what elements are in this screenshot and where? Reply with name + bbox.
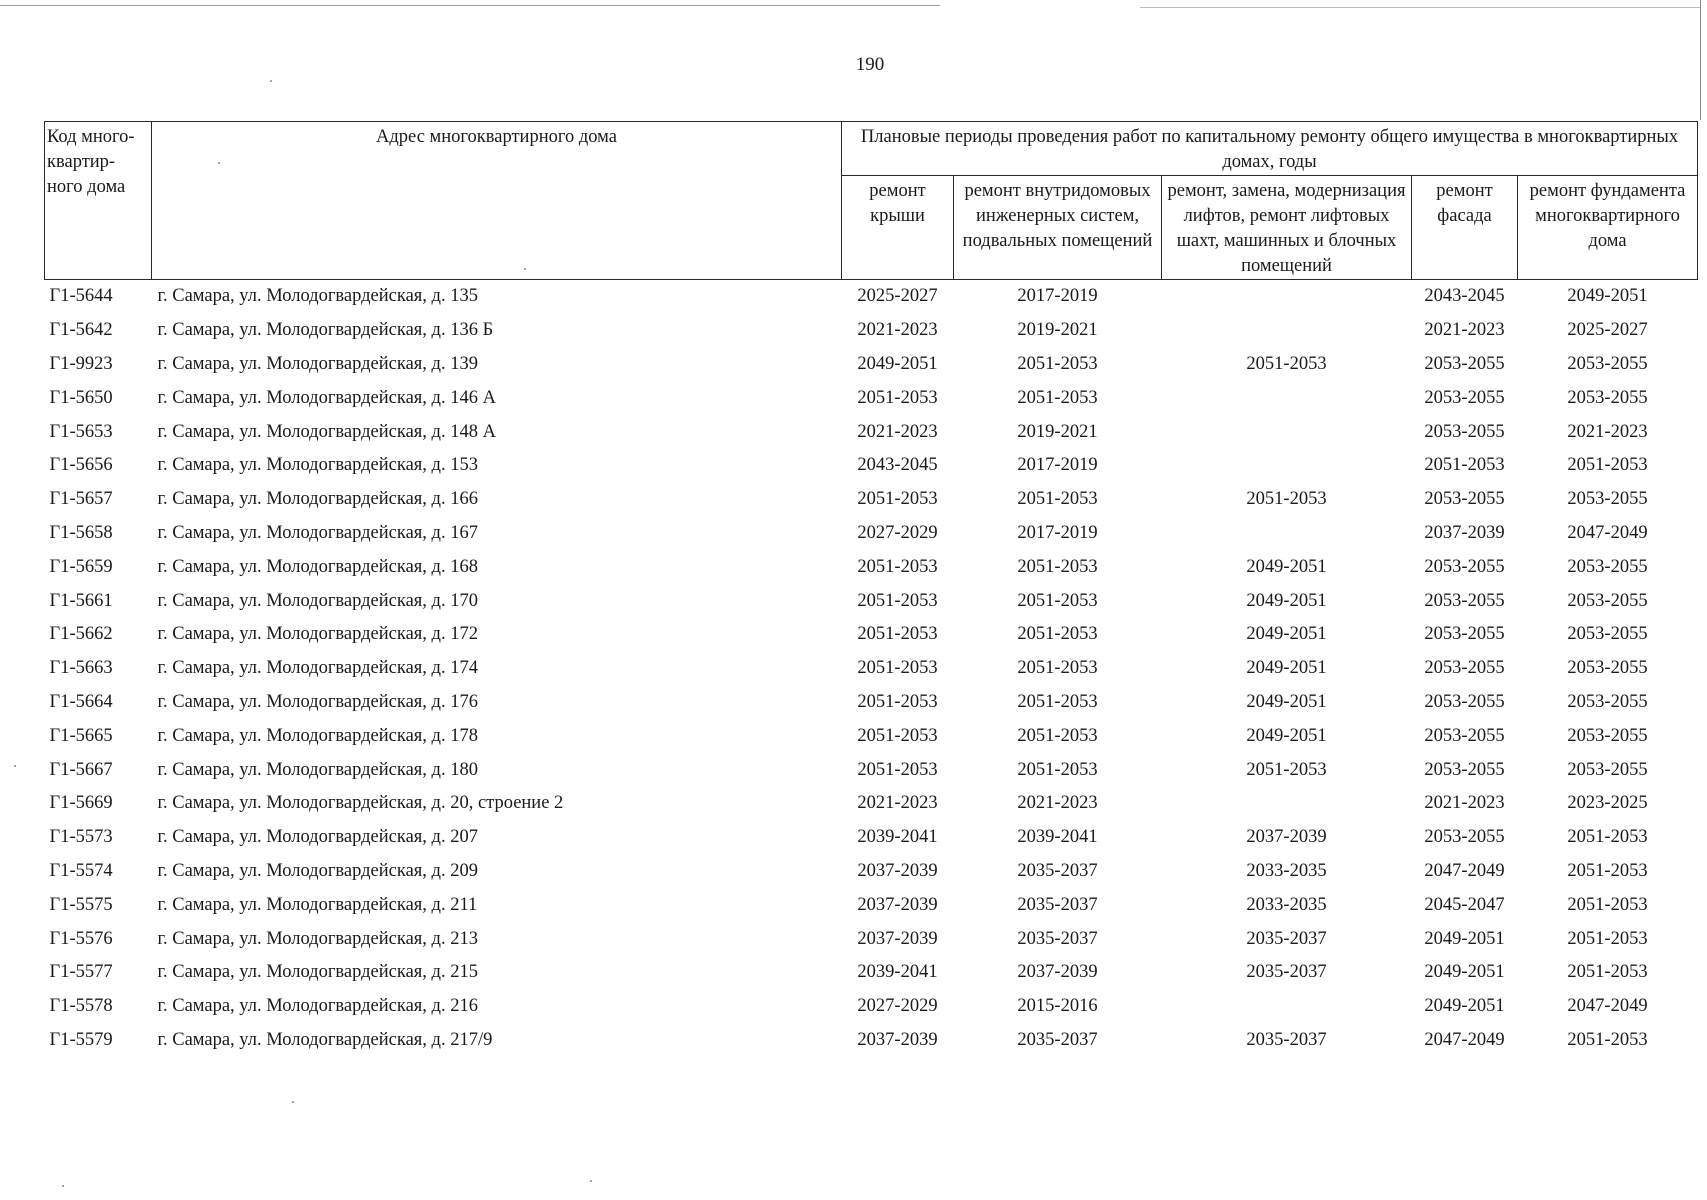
cell-address: г. Самара, ул. Молодогвардейская, д. 216 bbox=[157, 996, 478, 1017]
cell-code: Г1-9923 bbox=[49, 353, 113, 374]
cell-code: Г1-5656 bbox=[49, 455, 113, 476]
cell-foundation: 2021-2023 bbox=[1567, 421, 1648, 442]
table-row bbox=[45, 922, 1698, 956]
cell-foundation: 2051-2053 bbox=[1567, 1029, 1648, 1050]
table-row bbox=[45, 381, 1698, 415]
table-row bbox=[45, 280, 1698, 314]
cell-roof: 2027-2029 bbox=[857, 522, 938, 543]
cell-lifts: 2033-2035 bbox=[1246, 894, 1327, 915]
table-header bbox=[45, 122, 1698, 280]
cell-foundation: 2053-2055 bbox=[1567, 658, 1648, 679]
cell-address: г. Самара, ул. Молодогвардейская, д. 217/9 bbox=[157, 1029, 493, 1050]
cell-foundation: 2023-2025 bbox=[1567, 793, 1648, 814]
scan-speck bbox=[270, 80, 272, 82]
scan-speck bbox=[14, 765, 16, 767]
cell-engineering: 2051-2053 bbox=[1017, 691, 1098, 712]
cell-lifts bbox=[1162, 415, 1412, 449]
cell-facade: 2053-2055 bbox=[1424, 556, 1505, 577]
cell-foundation: 2053-2055 bbox=[1567, 624, 1648, 645]
cell-address: г. Самара, ул. Молодогвардейская, д. 153 bbox=[157, 455, 478, 476]
cell-code: Г1-5658 bbox=[49, 522, 113, 543]
cell-code: Г1-5664 bbox=[49, 691, 113, 712]
cell-facade: 2051-2053 bbox=[1424, 455, 1505, 476]
header-periods: Плановые периоды проведения работ по капитальному ремонту общего имущества в многоквартирных домах, годы bbox=[842, 122, 1698, 176]
scan-edge-top bbox=[0, 5, 940, 6]
scan-speck bbox=[292, 1101, 294, 1103]
cell-roof: 2027-2029 bbox=[857, 996, 938, 1017]
cell-engineering: 2051-2053 bbox=[1017, 725, 1098, 746]
cell-facade: 2053-2055 bbox=[1424, 827, 1505, 848]
cell-lifts: 2033-2035 bbox=[1246, 860, 1327, 881]
header-address: Адрес многоквартирного дома bbox=[152, 122, 842, 280]
header-engineering: ремонт внутридомовых инженерных систем, подвальных помещений bbox=[954, 176, 1162, 280]
cell-address: г. Самара, ул. Молодогвардейская, д. 172 bbox=[157, 624, 478, 645]
cell-engineering: 2051-2053 bbox=[1017, 658, 1098, 679]
cell-roof: 2021-2023 bbox=[857, 320, 938, 341]
cell-address: г. Самара, ул. Молодогвардейская, д. 211 bbox=[157, 894, 478, 915]
cell-facade: 2053-2055 bbox=[1424, 691, 1505, 712]
cell-roof: 2051-2053 bbox=[857, 725, 938, 746]
cell-foundation: 2053-2055 bbox=[1567, 725, 1648, 746]
table-row bbox=[45, 618, 1698, 652]
cell-engineering: 2019-2021 bbox=[1017, 320, 1098, 341]
cell-foundation: 2053-2055 bbox=[1567, 387, 1648, 408]
cell-address: г. Самара, ул. Молодогвардейская, д. 215 bbox=[157, 962, 478, 983]
cell-roof: 2021-2023 bbox=[857, 421, 938, 442]
cell-facade: 2053-2055 bbox=[1424, 353, 1505, 374]
cell-code: Г1-5577 bbox=[49, 962, 113, 983]
cell-engineering: 2051-2053 bbox=[1017, 556, 1098, 577]
table-row bbox=[45, 415, 1698, 449]
cell-engineering: 2037-2039 bbox=[1017, 962, 1098, 983]
cell-foundation: 2053-2055 bbox=[1567, 590, 1648, 611]
cell-engineering: 2051-2053 bbox=[1017, 759, 1098, 780]
cell-lifts bbox=[1162, 517, 1412, 551]
cell-code: Г1-5657 bbox=[49, 489, 113, 510]
cell-lifts: 2035-2037 bbox=[1246, 962, 1327, 983]
cell-code: Г1-5575 bbox=[49, 894, 113, 915]
cell-lifts: 2049-2051 bbox=[1246, 725, 1327, 746]
cell-lifts: 2035-2037 bbox=[1246, 1029, 1327, 1050]
cell-facade: 2049-2051 bbox=[1424, 996, 1505, 1017]
cell-code: Г1-5653 bbox=[49, 421, 113, 442]
cell-address: г. Самара, ул. Молодогвардейская, д. 213 bbox=[157, 928, 478, 949]
cell-code: Г1-5576 bbox=[49, 928, 113, 949]
cell-engineering: 2019-2021 bbox=[1017, 421, 1098, 442]
scan-speck bbox=[62, 1185, 64, 1187]
cell-engineering: 2035-2037 bbox=[1017, 1029, 1098, 1050]
cell-foundation: 2025-2027 bbox=[1567, 320, 1648, 341]
cell-lifts bbox=[1162, 314, 1412, 348]
cell-facade: 2049-2051 bbox=[1424, 962, 1505, 983]
cell-roof: 2051-2053 bbox=[857, 387, 938, 408]
cell-foundation: 2051-2053 bbox=[1567, 827, 1648, 848]
cell-roof: 2051-2053 bbox=[857, 691, 938, 712]
cell-foundation: 2053-2055 bbox=[1567, 556, 1648, 577]
cell-roof: 2021-2023 bbox=[857, 793, 938, 814]
cell-lifts bbox=[1162, 381, 1412, 415]
cell-facade: 2053-2055 bbox=[1424, 658, 1505, 679]
cell-engineering: 2051-2053 bbox=[1017, 489, 1098, 510]
cell-engineering: 2051-2053 bbox=[1017, 590, 1098, 611]
cell-foundation: 2051-2053 bbox=[1567, 455, 1648, 476]
cell-engineering: 2017-2019 bbox=[1017, 455, 1098, 476]
cell-code: Г1-5662 bbox=[49, 624, 113, 645]
cell-engineering: 2017-2019 bbox=[1017, 286, 1098, 307]
table-row bbox=[45, 719, 1698, 753]
cell-roof: 2039-2041 bbox=[857, 827, 938, 848]
cell-roof: 2037-2039 bbox=[857, 860, 938, 881]
cell-facade: 2037-2039 bbox=[1424, 522, 1505, 543]
cell-facade: 2043-2045 bbox=[1424, 286, 1505, 307]
cell-code: Г1-5650 bbox=[49, 387, 113, 408]
cell-lifts bbox=[1162, 449, 1412, 483]
cell-engineering: 2051-2053 bbox=[1017, 387, 1098, 408]
table-row bbox=[45, 348, 1698, 382]
cell-address: г. Самара, ул. Молодогвардейская, д. 176 bbox=[157, 691, 478, 712]
scan-speck bbox=[218, 162, 220, 164]
header-code: Код много-квартир-ного дома bbox=[45, 122, 152, 280]
header-lifts: ремонт, замена, модернизация лифтов, ремонт лифтовых шахт, машинных и блочных помещений bbox=[1162, 176, 1412, 280]
cell-roof: 2037-2039 bbox=[857, 894, 938, 915]
cell-roof: 2049-2051 bbox=[857, 353, 938, 374]
cell-foundation: 2047-2049 bbox=[1567, 522, 1648, 543]
cell-lifts: 2051-2053 bbox=[1246, 353, 1327, 374]
cell-address: г. Самара, ул. Молодогвардейская, д. 166 bbox=[157, 489, 478, 510]
cell-facade: 2021-2023 bbox=[1424, 793, 1505, 814]
cell-facade: 2047-2049 bbox=[1424, 860, 1505, 881]
table-row bbox=[45, 517, 1698, 551]
cell-address: г. Самара, ул. Молодогвардейская, д. 168 bbox=[157, 556, 478, 577]
cell-lifts: 2051-2053 bbox=[1246, 759, 1327, 780]
cell-lifts: 2051-2053 bbox=[1246, 489, 1327, 510]
cell-code: Г1-5579 bbox=[49, 1029, 113, 1050]
cell-lifts: 2049-2051 bbox=[1246, 590, 1327, 611]
cell-engineering: 2051-2053 bbox=[1017, 624, 1098, 645]
page-number: 190 bbox=[855, 54, 885, 75]
table-row bbox=[45, 483, 1698, 517]
cell-lifts: 2049-2051 bbox=[1246, 556, 1327, 577]
cell-lifts: 2037-2039 bbox=[1246, 827, 1327, 848]
cell-address: г. Самара, ул. Молодогвардейская, д. 139 bbox=[157, 353, 478, 374]
table-row bbox=[45, 1024, 1698, 1058]
cell-facade: 2053-2055 bbox=[1424, 421, 1505, 442]
cell-facade: 2049-2051 bbox=[1424, 928, 1505, 949]
scan-speck bbox=[590, 1180, 592, 1182]
cell-roof: 2051-2053 bbox=[857, 556, 938, 577]
cell-foundation: 2053-2055 bbox=[1567, 691, 1648, 712]
cell-facade: 2053-2055 bbox=[1424, 725, 1505, 746]
cell-address: г. Самара, ул. Молодогвардейская, д. 178 bbox=[157, 725, 478, 746]
cell-foundation: 2051-2053 bbox=[1567, 962, 1648, 983]
cell-code: Г1-5578 bbox=[49, 996, 113, 1017]
cell-foundation: 2047-2049 bbox=[1567, 996, 1648, 1017]
cell-lifts bbox=[1162, 280, 1412, 314]
cell-address: г. Самара, ул. Молодогвардейская, д. 180 bbox=[157, 759, 478, 780]
cell-code: Г1-5661 bbox=[49, 590, 113, 611]
cell-address: г. Самара, ул. Молодогвардейская, д. 167 bbox=[157, 522, 478, 543]
table-row bbox=[45, 686, 1698, 720]
cell-lifts: 2049-2051 bbox=[1246, 691, 1327, 712]
cell-address: г. Самара, ул. Молодогвардейская, д. 146 А bbox=[157, 387, 496, 408]
cell-engineering: 2035-2037 bbox=[1017, 860, 1098, 881]
cell-code: Г1-5667 bbox=[49, 759, 113, 780]
cell-code: Г1-5574 bbox=[49, 860, 113, 881]
cell-engineering: 2015-2016 bbox=[1017, 996, 1098, 1017]
cell-foundation: 2051-2053 bbox=[1567, 928, 1648, 949]
cell-engineering: 2035-2037 bbox=[1017, 894, 1098, 915]
cell-roof: 2051-2053 bbox=[857, 658, 938, 679]
cell-code: Г1-5642 bbox=[49, 320, 113, 341]
cell-roof: 2051-2053 bbox=[857, 489, 938, 510]
cell-facade: 2021-2023 bbox=[1424, 320, 1505, 341]
cell-lifts bbox=[1162, 990, 1412, 1024]
cell-roof: 2051-2053 bbox=[857, 759, 938, 780]
cell-address: г. Самара, ул. Молодогвардейская, д. 207 bbox=[157, 827, 478, 848]
table-row bbox=[45, 990, 1698, 1024]
table-row bbox=[45, 584, 1698, 618]
cell-roof: 2051-2053 bbox=[857, 590, 938, 611]
cell-address: г. Самара, ул. Молодогвардейская, д. 135 bbox=[157, 286, 478, 307]
cell-facade: 2053-2055 bbox=[1424, 387, 1505, 408]
table-row bbox=[45, 449, 1698, 483]
cell-code: Г1-5663 bbox=[49, 658, 113, 679]
repair-schedule-table bbox=[44, 121, 1698, 1057]
table-row bbox=[45, 787, 1698, 821]
cell-facade: 2053-2055 bbox=[1424, 489, 1505, 510]
cell-facade: 2053-2055 bbox=[1424, 590, 1505, 611]
cell-engineering: 2021-2023 bbox=[1017, 793, 1098, 814]
cell-code: Г1-5665 bbox=[49, 725, 113, 746]
cell-code: Г1-5644 bbox=[49, 286, 113, 307]
header-roof: ремонт крыши bbox=[842, 176, 954, 280]
cell-address: г. Самара, ул. Молодогвардейская, д. 174 bbox=[157, 658, 478, 679]
cell-address: г. Самара, ул. Молодогвардейская, д. 209 bbox=[157, 860, 478, 881]
cell-facade: 2045-2047 bbox=[1424, 894, 1505, 915]
table-body bbox=[45, 280, 1698, 1058]
table-row bbox=[45, 753, 1698, 787]
scan-edge-top-right bbox=[1140, 7, 1700, 8]
cell-address: г. Самара, ул. Молодогвардейская, д. 136 Б bbox=[157, 320, 494, 341]
table-row bbox=[45, 888, 1698, 922]
cell-roof: 2037-2039 bbox=[857, 928, 938, 949]
cell-address: г. Самара, ул. Молодогвардейская, д. 20, строение 2 bbox=[157, 793, 564, 814]
cell-code: Г1-5659 bbox=[49, 556, 113, 577]
cell-roof: 2043-2045 bbox=[857, 455, 938, 476]
cell-foundation: 2049-2051 bbox=[1567, 286, 1648, 307]
cell-roof: 2051-2053 bbox=[857, 624, 938, 645]
table-row bbox=[45, 956, 1698, 990]
cell-engineering: 2051-2053 bbox=[1017, 353, 1098, 374]
cell-address: г. Самара, ул. Молодогвардейская, д. 148 А bbox=[157, 421, 496, 442]
cell-lifts: 2035-2037 bbox=[1246, 928, 1327, 949]
cell-foundation: 2053-2055 bbox=[1567, 353, 1648, 374]
cell-foundation: 2053-2055 bbox=[1567, 759, 1648, 780]
cell-lifts: 2049-2051 bbox=[1246, 658, 1327, 679]
cell-foundation: 2051-2053 bbox=[1567, 894, 1648, 915]
header-facade: ремонт фасада bbox=[1412, 176, 1518, 280]
cell-facade: 2053-2055 bbox=[1424, 624, 1505, 645]
table-row bbox=[45, 314, 1698, 348]
cell-lifts bbox=[1162, 787, 1412, 821]
cell-code: Г1-5573 bbox=[49, 827, 113, 848]
scan-speck bbox=[524, 268, 526, 270]
cell-roof: 2039-2041 bbox=[857, 962, 938, 983]
cell-facade: 2047-2049 bbox=[1424, 1029, 1505, 1050]
table-row bbox=[45, 821, 1698, 855]
cell-engineering: 2017-2019 bbox=[1017, 522, 1098, 543]
table-row bbox=[45, 855, 1698, 889]
header-foundation: ремонт фундамента многоквартирного дома bbox=[1518, 176, 1698, 280]
cell-code: Г1-5669 bbox=[49, 793, 113, 814]
table-row bbox=[45, 550, 1698, 584]
cell-lifts: 2049-2051 bbox=[1246, 624, 1327, 645]
cell-foundation: 2053-2055 bbox=[1567, 489, 1648, 510]
cell-address: г. Самара, ул. Молодогвардейская, д. 170 bbox=[157, 590, 478, 611]
cell-engineering: 2039-2041 bbox=[1017, 827, 1098, 848]
cell-roof: 2025-2027 bbox=[857, 286, 938, 307]
cell-foundation: 2051-2053 bbox=[1567, 860, 1648, 881]
cell-roof: 2037-2039 bbox=[857, 1029, 938, 1050]
cell-facade: 2053-2055 bbox=[1424, 759, 1505, 780]
table-row bbox=[45, 652, 1698, 686]
cell-engineering: 2035-2037 bbox=[1017, 928, 1098, 949]
